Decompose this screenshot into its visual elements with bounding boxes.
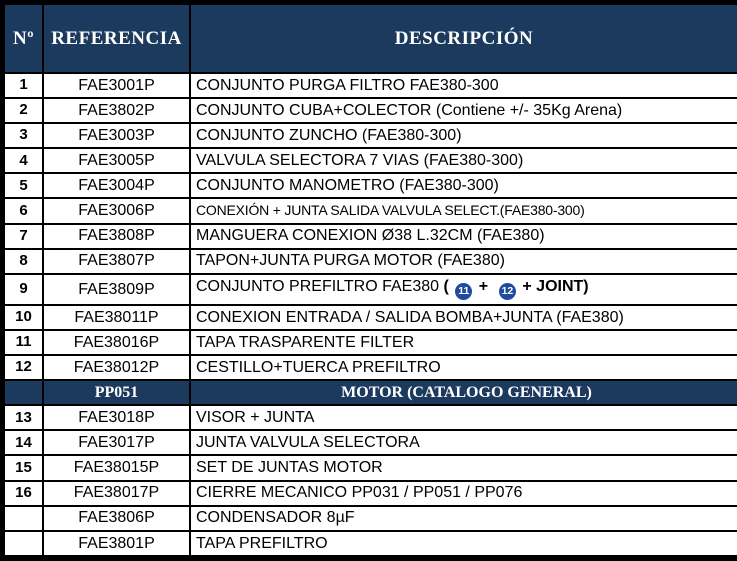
cell-desc: CONJUNTO PURGA FILTRO FAE380-300 xyxy=(190,73,737,98)
table-row xyxy=(4,506,737,531)
table-row xyxy=(4,148,737,173)
cell-desc: CONDENSADOR 8µF xyxy=(190,506,737,531)
cell-num: 9 xyxy=(4,274,43,305)
cell-num: 16 xyxy=(4,481,43,506)
header-referencia: REFERENCIA xyxy=(43,4,190,73)
cell-ref: FAE3809P xyxy=(43,274,190,305)
cell-desc: CESTILLO+TUERCA PREFILTRO xyxy=(190,355,737,380)
cell-num: 10 xyxy=(4,305,43,330)
cell-desc: TAPA TRASPARENTE FILTER xyxy=(190,330,737,355)
cell-num: 13 xyxy=(4,405,43,430)
cell-desc: CONJUNTO ZUNCHO (FAE380-300) xyxy=(190,123,737,148)
cell-ref: FAE3018P xyxy=(43,405,190,430)
parts-table xyxy=(3,3,737,557)
section-row xyxy=(4,380,737,405)
table-row xyxy=(4,531,737,556)
cell-desc: CONEXIÓN + JUNTA SALIDA VALVULA SELECT.(FAE380-300) xyxy=(190,198,737,223)
cell-desc: TAPA PREFILTRO xyxy=(190,531,737,556)
header-row xyxy=(4,4,737,73)
cell-desc: CIERRE MECANICO PP031 / PP051 / PP076 xyxy=(190,481,737,506)
cell-ref: FAE3005P xyxy=(43,148,190,173)
table-row xyxy=(4,455,737,480)
desc-text: ( xyxy=(443,278,454,296)
cell-desc: MANGUERA CONEXION Ø38 L.32CM (FAE380) xyxy=(190,224,737,249)
cell-num xyxy=(4,380,43,405)
cell-ref: FAE3001P xyxy=(43,73,190,98)
cell-desc: SET DE JUNTAS MOTOR xyxy=(190,455,737,480)
header-descripcion: DESCRIPCIÓN xyxy=(190,4,737,73)
table-row xyxy=(4,73,737,98)
desc-text: + xyxy=(474,278,497,296)
header-num: Nº xyxy=(4,4,43,73)
table-row xyxy=(4,173,737,198)
cell-desc: JUNTA VALVULA SELECTORA xyxy=(190,430,737,455)
table-row xyxy=(4,405,737,430)
cell-ref: FAE3807P xyxy=(43,249,190,274)
cell-desc: CONJUNTO MANOMETRO (FAE380-300) xyxy=(190,173,737,198)
cell-num: 14 xyxy=(4,430,43,455)
table-row xyxy=(4,355,737,380)
table-row xyxy=(4,249,737,274)
cell-ref: FAE3017P xyxy=(43,430,190,455)
table-body xyxy=(4,73,737,556)
cell-ref: PP051 xyxy=(43,380,190,405)
table-row xyxy=(4,330,737,355)
item-number-badge: 12 xyxy=(499,283,516,300)
cell-ref: FAE3806P xyxy=(43,506,190,531)
cell-num xyxy=(4,506,43,531)
cell-num: 15 xyxy=(4,455,43,480)
cell-ref: FAE38017P xyxy=(43,481,190,506)
cell-num: 4 xyxy=(4,148,43,173)
desc-text: + JOINT) xyxy=(517,278,589,296)
cell-num: 6 xyxy=(4,198,43,223)
cell-num: 3 xyxy=(4,123,43,148)
cell-num: 7 xyxy=(4,224,43,249)
cell-desc: CONJUNTO CUBA+COLECTOR (Contiene +/- 35Kg Arena) xyxy=(190,98,737,123)
table-row xyxy=(4,481,737,506)
table-header xyxy=(4,4,737,73)
cell-num: 8 xyxy=(4,249,43,274)
table-row xyxy=(4,430,737,455)
cell-desc: VALVULA SELECTORA 7 VIAS (FAE380-300) xyxy=(190,148,737,173)
cell-ref: FAE38015P xyxy=(43,455,190,480)
cell-num: 2 xyxy=(4,98,43,123)
cell-ref: FAE38012P xyxy=(43,355,190,380)
cell-num: 12 xyxy=(4,355,43,380)
table-row xyxy=(4,198,737,223)
cell-desc: VISOR + JUNTA xyxy=(190,405,737,430)
table-row xyxy=(4,305,737,330)
cell-ref: FAE3801P xyxy=(43,531,190,556)
cell-num: 5 xyxy=(4,173,43,198)
cell-num: 11 xyxy=(4,330,43,355)
cell-desc xyxy=(190,274,737,305)
item-number-badge: 11 xyxy=(455,283,472,300)
table-row xyxy=(4,123,737,148)
cell-desc: MOTOR (CATALOGO GENERAL) xyxy=(190,380,737,405)
cell-ref: FAE3802P xyxy=(43,98,190,123)
desc-text: CONJUNTO PREFILTRO FAE380 xyxy=(196,278,444,296)
cell-num xyxy=(4,531,43,556)
cell-ref: FAE38011P xyxy=(43,305,190,330)
cell-ref: FAE3006P xyxy=(43,198,190,223)
cell-desc: CONEXION ENTRADA / SALIDA BOMBA+JUNTA (FAE380) xyxy=(190,305,737,330)
cell-ref: FAE3004P xyxy=(43,173,190,198)
cell-ref: FAE3003P xyxy=(43,123,190,148)
cell-ref: FAE38016P xyxy=(43,330,190,355)
table-row xyxy=(4,274,737,305)
cell-ref: FAE3808P xyxy=(43,224,190,249)
cell-desc: TAPON+JUNTA PURGA MOTOR (FAE380) xyxy=(190,249,737,274)
table-row xyxy=(4,224,737,249)
table-row xyxy=(4,98,737,123)
cell-num: 1 xyxy=(4,73,43,98)
